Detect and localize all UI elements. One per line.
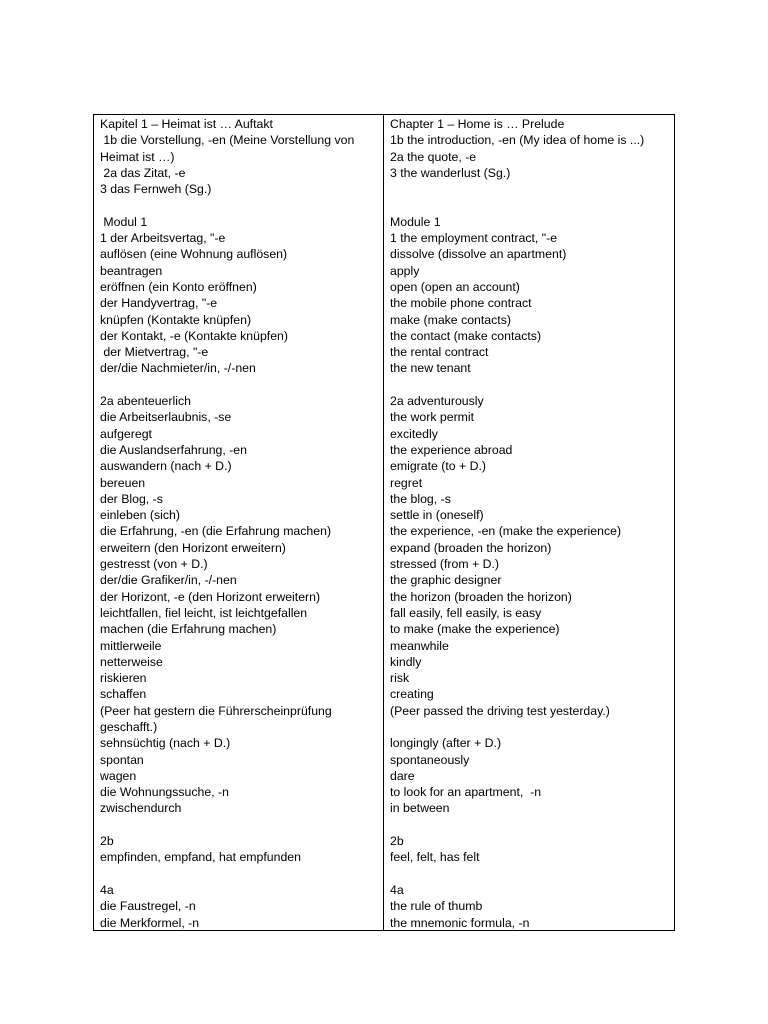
- german-line: 4a: [100, 882, 114, 897]
- german-line: knüpfen (Kontakte knüpfen): [100, 312, 252, 327]
- english-line: creating: [390, 687, 434, 702]
- german-line: die Arbeitserlaubnis, -se: [100, 410, 232, 425]
- german-line: die Erfahrung, -en (die Erfahrung machen): [100, 524, 332, 539]
- english-line: make (make contacts): [390, 312, 511, 327]
- english-line: the new tenant: [390, 361, 471, 376]
- english-line: fall easily, fell easily, is easy: [390, 605, 542, 620]
- german-line: der Blog, -s: [100, 491, 163, 506]
- german-line: netterweise: [100, 654, 163, 669]
- english-line: dare: [390, 768, 415, 783]
- english-line: settle in (oneself): [390, 508, 484, 523]
- german-line: machen (die Erfahrung machen): [100, 622, 277, 637]
- german-line: auswandern (nach + D.): [100, 459, 232, 474]
- english-line: risk: [390, 671, 410, 686]
- german-line: wagen: [100, 768, 137, 783]
- german-line: die Faustregel, -n: [100, 899, 196, 914]
- german-line: Kapitel 1 – Heimat ist … Auftakt: [100, 117, 273, 131]
- english-line: emigrate (to + D.): [390, 459, 487, 474]
- english-line: longingly (after + D.): [390, 736, 502, 751]
- english-line: stressed (from + D.): [390, 557, 499, 572]
- english-line: open (open an account): [390, 279, 520, 294]
- german-line: bereuen: [100, 475, 146, 490]
- english-line: 1b the introduction, -en (My idea of home is ...): [390, 133, 645, 148]
- english-line: feel, felt, has felt: [390, 850, 480, 865]
- english-line: 2a the quote, -e: [390, 149, 477, 164]
- english-line: Module 1: [390, 214, 441, 229]
- english-line: the experience, -en (make the experience): [390, 524, 622, 539]
- english-line: regret: [390, 475, 423, 490]
- english-line: 3 the wanderlust (Sg.): [390, 165, 511, 180]
- english-line: in between: [390, 801, 450, 816]
- english-line: dissolve (dissolve an apartment): [390, 247, 567, 262]
- german-line: die Merkformel, -n: [100, 915, 200, 930]
- german-line: auflösen (eine Wohnung auflösen): [100, 247, 288, 262]
- german-line: der Mietvertrag, "-e: [100, 345, 209, 360]
- english-line: kindly: [390, 654, 422, 669]
- english-line: meanwhile: [390, 638, 449, 653]
- german-line: geschafft.): [100, 719, 158, 734]
- english-line: the rental contract: [390, 345, 489, 360]
- english-line: [390, 181, 674, 197]
- german-line: spontan: [100, 752, 144, 767]
- vocabulary-table: [93, 114, 675, 931]
- english-column: [384, 115, 674, 930]
- german-line: erweitern (den Horizont erweitern): [100, 540, 286, 555]
- german-line: [100, 866, 383, 882]
- german-line: schaffen: [100, 687, 147, 702]
- german-line: mittlerweile: [100, 638, 162, 653]
- english-line: (Peer passed the driving test yesterday.): [390, 703, 610, 718]
- english-line: the contact (make contacts): [390, 328, 542, 343]
- english-line: 4a: [390, 882, 404, 897]
- german-line: 1b die Vorstellung, -en (Meine Vorstellung von: [100, 133, 355, 148]
- german-line: [100, 817, 383, 833]
- german-line: zwischendurch: [100, 801, 182, 816]
- english-line: the experience abroad: [390, 442, 513, 457]
- german-line: sehnsüchtig (nach + D.): [100, 736, 231, 751]
- english-line: the mnemonic formula, -n: [390, 915, 530, 930]
- english-line: excitedly: [390, 426, 438, 441]
- english-line: [390, 377, 674, 393]
- german-line: der/die Grafiker/in, -/-nen: [100, 573, 237, 588]
- english-line: 2b: [390, 834, 404, 849]
- german-line: der/die Nachmieter/in, -/-nen: [100, 361, 256, 376]
- english-line: [390, 866, 674, 882]
- english-line: 1 the employment contract, "-e: [390, 231, 558, 246]
- english-line: spontaneously: [390, 752, 470, 767]
- german-line: gestresst (von + D.): [100, 557, 208, 572]
- english-line: expand (broaden the horizon): [390, 540, 552, 555]
- german-line: beantragen: [100, 263, 163, 278]
- german-line: 3 das Fernweh (Sg.): [100, 182, 212, 197]
- german-line: leichtfallen, fiel leicht, ist leichtgefallen: [100, 605, 308, 620]
- german-line: (Peer hat gestern die Führerscheinprüfung: [100, 703, 332, 718]
- german-column: [94, 115, 384, 930]
- german-line: der Handyvertrag, "-e: [100, 296, 218, 311]
- german-line: aufgeregt: [100, 426, 152, 441]
- english-line: the work permit: [390, 410, 475, 425]
- english-line: the mobile phone contract: [390, 296, 532, 311]
- german-line: [100, 197, 383, 213]
- german-line: Modul 1: [100, 214, 148, 229]
- english-line: [390, 197, 674, 213]
- english-line: Chapter 1 – Home is … Prelude: [390, 117, 565, 131]
- english-line: the rule of thumb: [390, 899, 483, 914]
- german-line: die Wohnungssuche, -n: [100, 785, 229, 800]
- english-line: the blog, -s: [390, 491, 451, 506]
- english-line: apply: [390, 263, 420, 278]
- german-line: Heimat ist …): [100, 149, 175, 164]
- german-line: einleben (sich): [100, 508, 180, 523]
- german-line: riskieren: [100, 671, 147, 686]
- german-line: der Horizont, -e (den Horizont erweitern): [100, 589, 321, 604]
- english-line: to make (make the experience): [390, 622, 560, 637]
- german-line: der Kontakt, -e (Kontakte knüpfen): [100, 328, 288, 343]
- german-line: 2b: [100, 834, 114, 849]
- english-line: the graphic designer: [390, 573, 502, 588]
- english-line: to look for an apartment, -n: [390, 785, 542, 800]
- german-line: empfinden, empfand, hat empfunden: [100, 850, 301, 865]
- german-line: 2a das Zitat, -e: [100, 165, 186, 180]
- german-line: eröffnen (ein Konto eröffnen): [100, 279, 257, 294]
- german-line: 2a abenteuerlich: [100, 394, 191, 409]
- german-line: 1 der Arbeitsvertag, "-e: [100, 231, 226, 246]
- english-line: [390, 719, 674, 735]
- english-line: [390, 817, 674, 833]
- english-line: the horizon (broaden the horizon): [390, 589, 572, 604]
- german-line: [100, 377, 383, 393]
- english-line: 2a adventurously: [390, 394, 484, 409]
- german-line: die Auslandserfahrung, -en: [100, 442, 247, 457]
